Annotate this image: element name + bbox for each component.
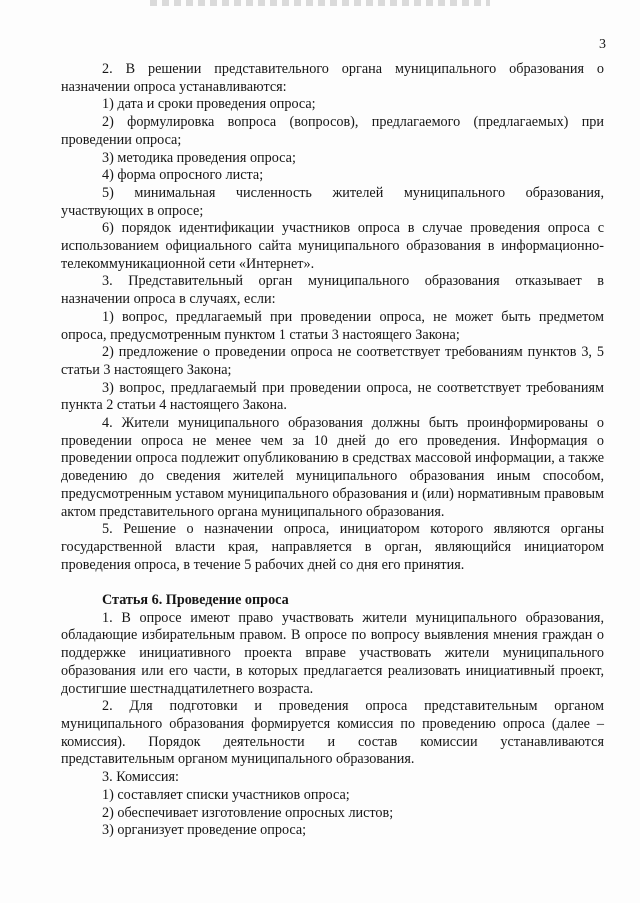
list-item-5-2-6: 6) порядок идентификации участников опроса в случае проведения опроса с использованием официального сайта муниципального образования в информационно-телекоммуникационной сети «Интернет». — [61, 220, 604, 272]
article-6-heading: Статья 6. Проведение опроса — [102, 592, 289, 609]
paragraph-5-3-intro: 3. Представительный орган муниципального образования отказывает в назначении опроса в случаях, если: — [61, 273, 604, 308]
list-item-5-2-3: 3) методика проведения опроса; — [102, 149, 296, 166]
list-item-5-2-5: 5) минимальная численность жителей муниципального образования, участвующих в опросе; — [61, 184, 604, 219]
page-number: 3 — [599, 37, 606, 52]
document-body — [61, 61, 604, 840]
list-item-5-2-4: 4) форма опросного листа; — [102, 167, 264, 184]
paragraph-6-1: 1. В опросе имеют право участвовать жители муниципального образования, обладающие избирательным правом. В опросе по вопросу выявления мнения граждан о поддержке инициативного проекта вправе участвовать жители муниципального образования или его части, в которых предлагается реализовать инициативный проект, достигшие шестнадцатилетнего возраста. — [61, 609, 604, 697]
scan-artifact — [150, 0, 490, 6]
list-item-5-2-2: 2) формулировка вопроса (вопросов), предлагаемого (предлагаемых) при проведении опроса; — [61, 114, 604, 148]
paragraph-5-4: 4. Жители муниципального образования должны быть проинформированы о проведении опроса не менее чем за 10 дней до его проведения. Информация о проведении опроса подлежит опубликованию в средствах массовой информации, а также доведению до сведения жителей муниципального образования иным способом, предусмотренным уставом муниципального образования и (или) нормативным правовым актом представительного органа муниципального образования. — [61, 415, 604, 520]
paragraph-5-2-intro: 2. В решении представительного органа муниципального образования о назначении опроса устанавливаются: — [61, 61, 604, 95]
section-spacer — [61, 574, 604, 592]
list-item-5-2-1: 1) дата и сроки проведения опроса; — [102, 96, 316, 113]
list-item-6-3-3: 3) организует проведение опроса; — [102, 822, 307, 839]
paragraph-6-3-intro: 3. Комиссия: — [102, 769, 179, 786]
list-item-6-3-1: 1) составляет списки участников опроса; — [102, 786, 350, 803]
list-item-5-3-1: 1) вопрос, предлагаемый при проведении опроса, не может быть предметом опроса, предусмотренным пунктом 1 статьи 3 настоящего Закона; — [61, 308, 604, 343]
paragraph-5-5: 5. Решение о назначении опроса, инициатором которого являются органы государственной власти края, направляется в орган, являющийся инициатором проведения опроса, в течение 5 рабочих дней со дня его принятия. — [61, 521, 604, 573]
list-item-6-3-2: 2) обеспечивает изготовление опросных листов; — [102, 804, 394, 821]
paragraph-6-2: 2. Для подготовки и проведения опроса представительным органом муниципального образования формируется комиссия по проведению опроса (далее – комиссия). Порядок деятельности и состав комиссии устанавливаются представительным органом муниципального образования. — [61, 698, 604, 768]
list-item-5-3-2: 2) предложение о проведении опроса не соответствует требованиям пунктов 3, 5 статьи 3 настоящего Закона; — [61, 344, 604, 378]
list-item-5-3-3: 3) вопрос, предлагаемый при проведении опроса, не соответствует требованиям пункта 2 статьи 4 настоящего Закона. — [61, 379, 604, 414]
